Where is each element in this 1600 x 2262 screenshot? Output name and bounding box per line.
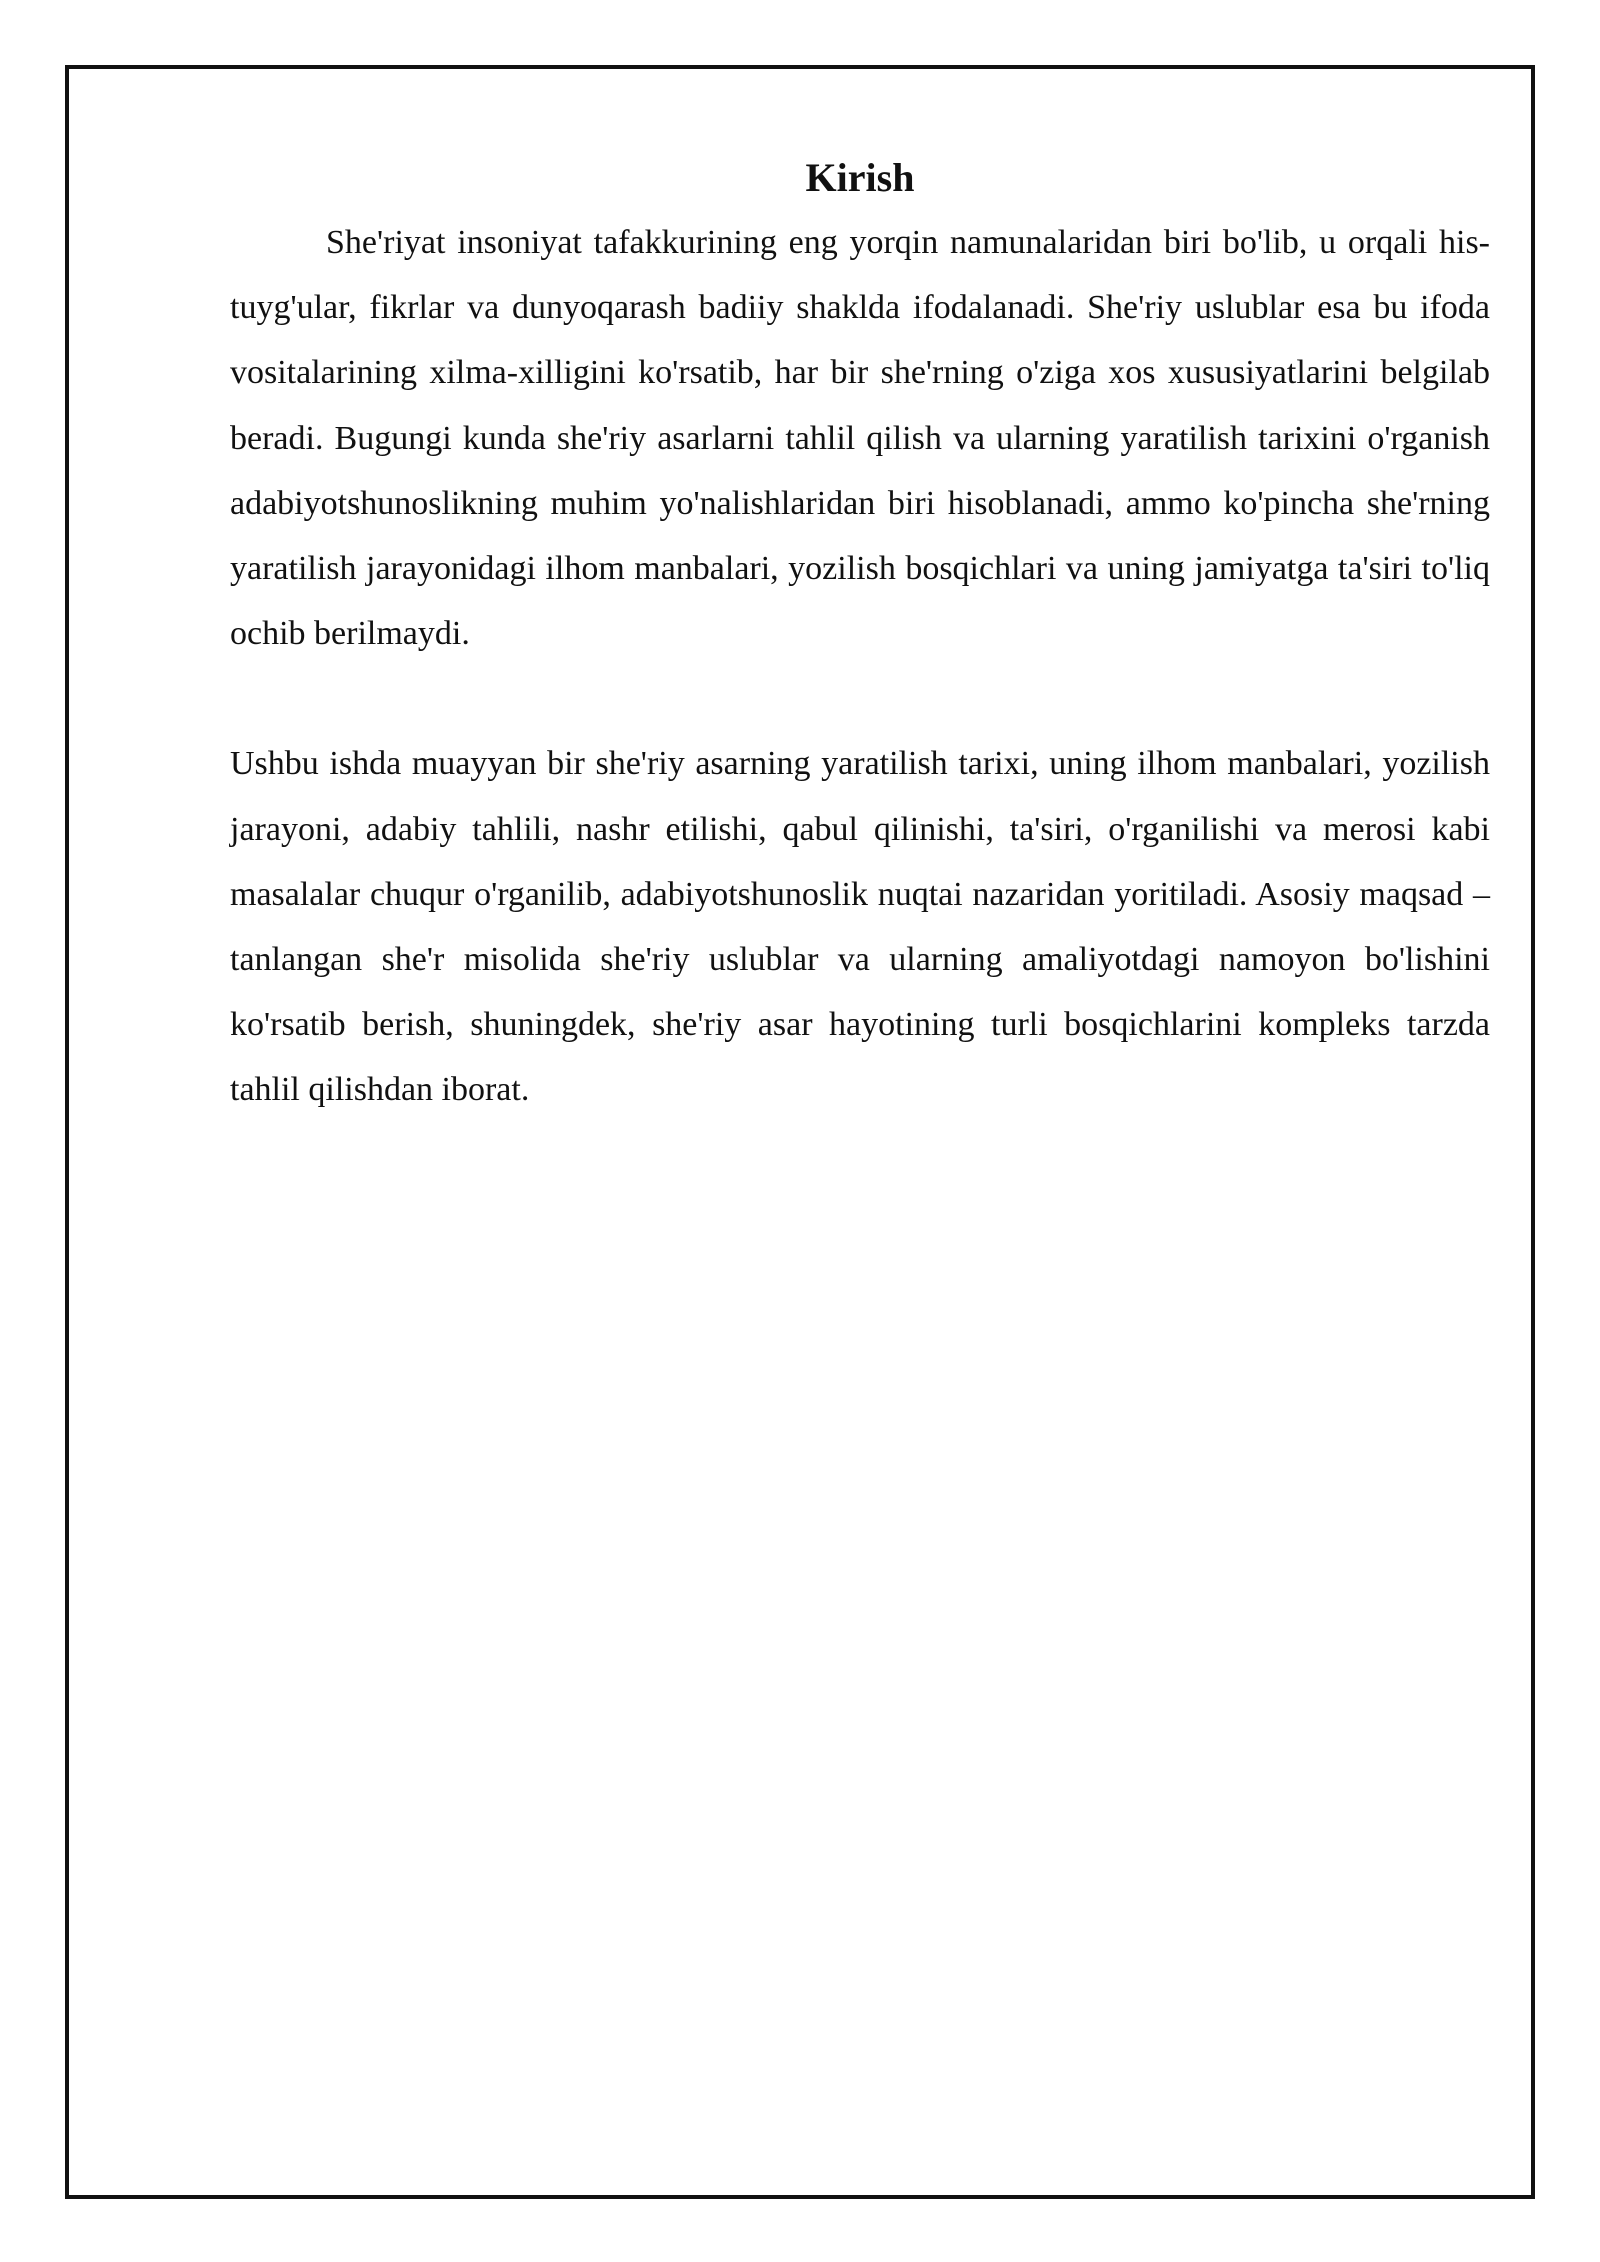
document-title: Kirish bbox=[805, 155, 915, 200]
document-body bbox=[230, 148, 1490, 1123]
paragraph-spacer bbox=[230, 666, 1490, 731]
paragraph-intro: She'riyat insoniyat tafakkurining eng yorqin namunalaridan biri bo'lib, u orqali his-tuyg'ular, fikrlar va dunyoqarash badiiy shaklda ifodalanadi. She'riy uslublar esa bu ifoda vositalarining xilma-xilligini ko'rsatib, har bir she'rning o'ziga xos xususiyatlarini belgilab beradi. Bugungi kunda she'riy asarlarni tahlil qilish va ularning yaratilish tarixini o'rganish adabiyotshunoslikning muhim yo'nalishlaridan biri hisoblanadi, ammo ko'pincha she'rning yaratilish jarayonidagi ilhom manbalari, yozilish bosqichlari va uning jamiyatga ta'siri to'liq ochib berilmaydi. bbox=[230, 224, 1490, 653]
paragraph-purpose: Ushbu ishda muayyan bir she'riy asarning yaratilish tarixi, uning ilhom manbalari, yozilish jarayoni, adabiy tahlili, nashr etilishi, qabul qilinishi, ta'siri, o'rganilishi va merosi kabi masalalar chuqur o'rganilib, adabiyotshunoslik nuqtai nazaridan yoritiladi. Asosiy maqsad – tanlangan she'r misolida she'riy uslublar va ularning amaliyotdagi namoyon bo'lishini ko'rsatib berish, shuningdek, she'riy asar hayotining turli bosqichlarini kompleks tarzda tahlil qilishdan iborat. bbox=[230, 745, 1490, 1109]
